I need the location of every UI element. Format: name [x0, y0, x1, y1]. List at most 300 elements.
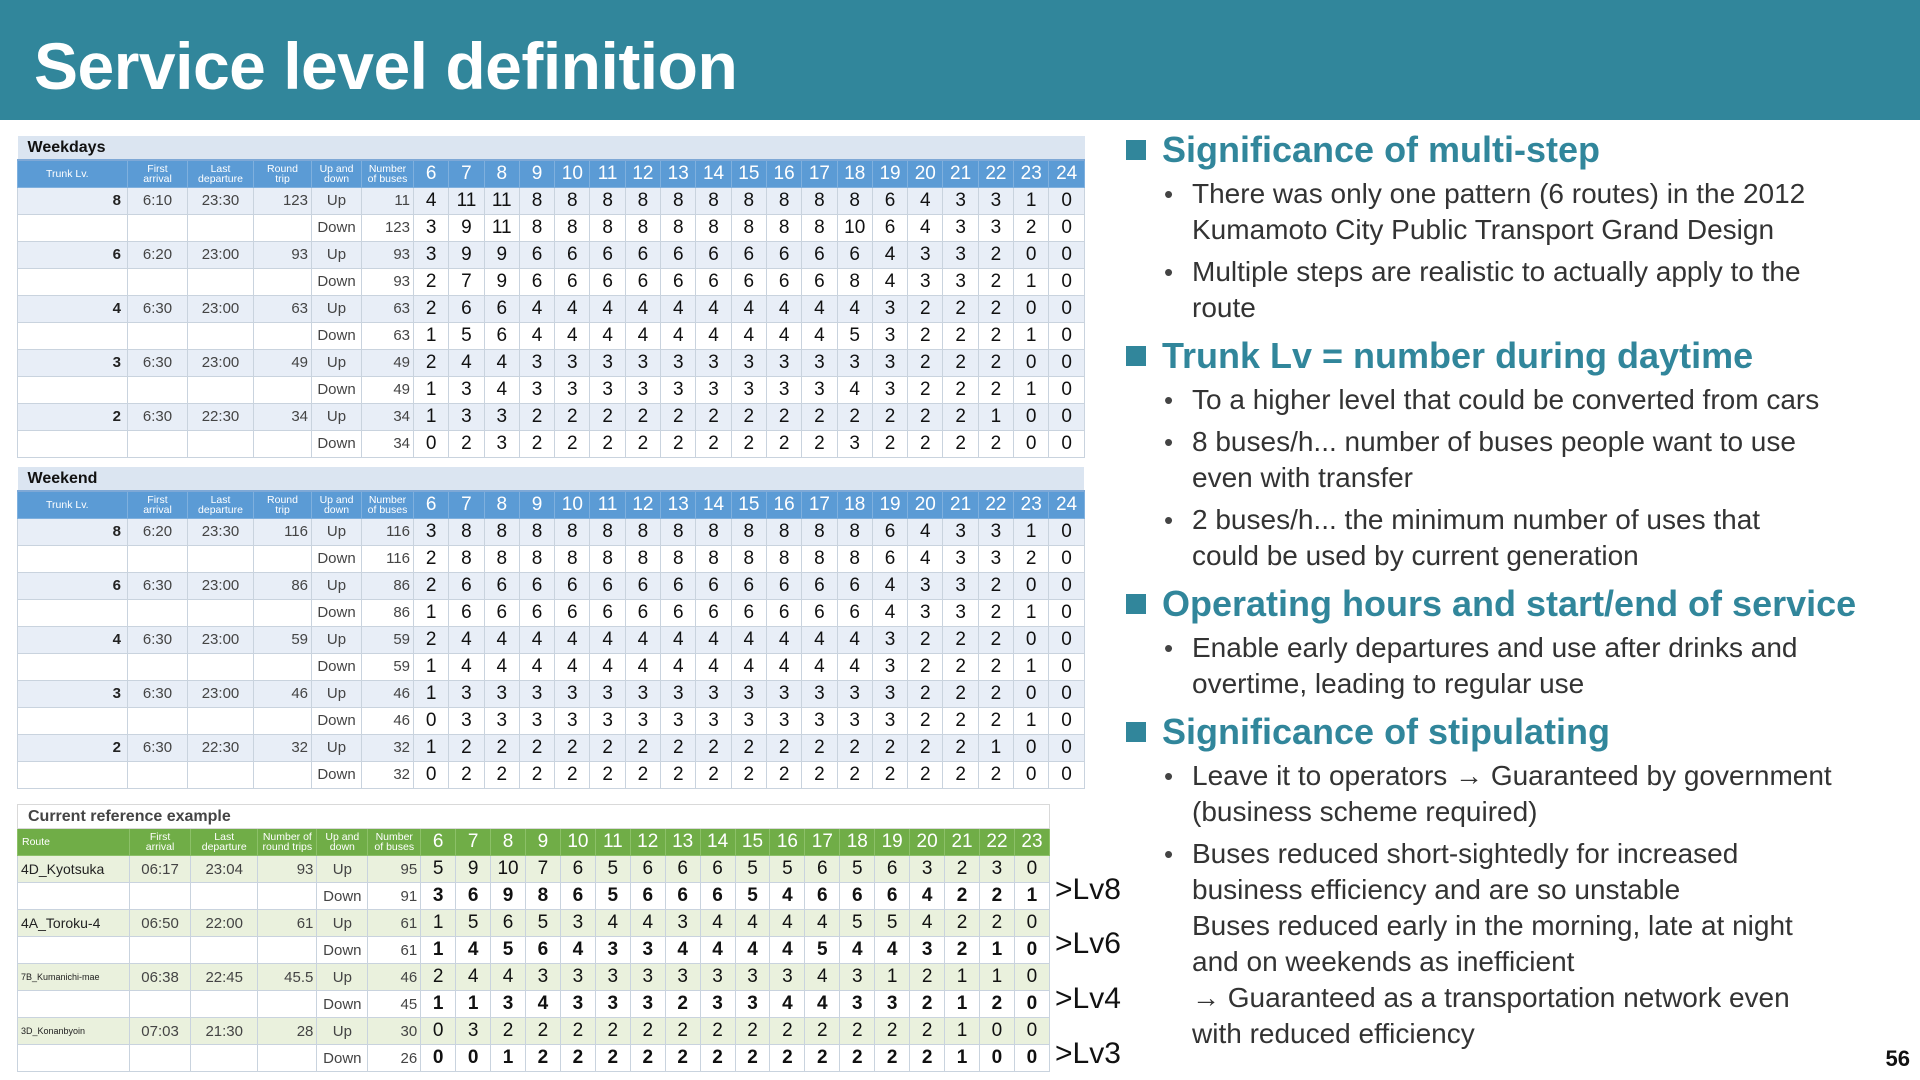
trunk-level [18, 268, 128, 295]
square-bullet-icon [1126, 140, 1146, 160]
hourly-count: 1 [945, 1045, 980, 1072]
hourly-count: 8 [590, 545, 625, 572]
hourly-count: 6 [560, 883, 595, 910]
bullet-line: Leave it to operators → Guaranteed by government [1192, 760, 1832, 791]
hourly-count: 5 [526, 910, 561, 937]
round-trip [254, 214, 312, 241]
trunk-level: 2 [18, 734, 128, 761]
table-row [18, 626, 1085, 653]
hourly-count: 0 [1049, 545, 1084, 572]
number-of-buses: 93 [362, 241, 414, 268]
hourly-count: 2 [665, 991, 700, 1018]
hourly-count: 9 [484, 268, 519, 295]
header-hour-10: 10 [560, 829, 595, 856]
hourly-count: 11 [484, 214, 519, 241]
header-hour-22: 22 [978, 491, 1013, 518]
header-hour-10: 10 [555, 160, 590, 187]
direction: Up [317, 1018, 368, 1045]
hourly-count: 5 [421, 856, 456, 883]
hourly-count: 2 [910, 991, 945, 1018]
hourly-count: 2 [735, 1045, 770, 1072]
hourly-count: 4 [910, 883, 945, 910]
level-mark-lv6: >Lv6 [1055, 927, 1121, 960]
hourly-count: 2 [449, 734, 484, 761]
round-trip: 93 [258, 856, 317, 883]
last-departure: 23:04 [191, 856, 258, 883]
hourly-count: 2 [802, 761, 837, 788]
hourly-count: 0 [1014, 734, 1049, 761]
header-hour-22: 22 [979, 829, 1014, 856]
hourly-count: 2 [1014, 545, 1049, 572]
table-row [18, 1045, 1050, 1072]
hourly-count: 1 [978, 734, 1013, 761]
hourly-count: 2 [908, 707, 943, 734]
weekend-table [17, 467, 1085, 789]
hourly-count: 6 [802, 268, 837, 295]
bullet-line: route [1192, 292, 1256, 323]
hourly-count: 1 [414, 322, 449, 349]
direction: Down [317, 883, 368, 910]
hourly-count: 2 [484, 761, 519, 788]
hourly-count: 0 [421, 1045, 456, 1072]
hourly-count: 8 [731, 545, 766, 572]
hourly-count: 2 [665, 1018, 700, 1045]
hourly-count: 8 [731, 518, 766, 545]
hourly-count: 6 [837, 572, 872, 599]
hourly-count: 3 [590, 349, 625, 376]
header-hour-21: 21 [943, 491, 978, 518]
hourly-count: 2 [943, 653, 978, 680]
trunk-level [18, 707, 128, 734]
hourly-count: 4 [837, 295, 872, 322]
header-hour-13: 13 [661, 491, 696, 518]
round-trip [258, 1045, 317, 1072]
hourly-count: 6 [665, 883, 700, 910]
last-departure [188, 653, 254, 680]
hourly-count: 3 [484, 680, 519, 707]
hourly-count: 3 [840, 991, 875, 1018]
hourly-count: 2 [978, 599, 1013, 626]
hourly-count: 3 [943, 599, 978, 626]
hourly-count: 6 [484, 322, 519, 349]
header-number-of-buses-line1: Number [375, 831, 413, 843]
header-round-trip-line2: trip [275, 172, 290, 185]
hourly-count: 4 [484, 653, 519, 680]
hourly-count: 0 [1014, 430, 1049, 457]
hourly-count: 8 [731, 187, 766, 214]
hourly-count: 3 [872, 707, 907, 734]
level-mark-lv8: >Lv8 [1055, 873, 1121, 906]
hourly-count: 6 [625, 572, 660, 599]
header-last-departure-line2: departure [198, 503, 243, 516]
header-hour-6: 6 [414, 160, 449, 187]
table-row [18, 653, 1085, 680]
hourly-count: 2 [978, 295, 1013, 322]
hourly-count: 2 [943, 403, 978, 430]
hourly-count: 5 [491, 937, 526, 964]
hourly-count: 6 [625, 599, 660, 626]
number-of-buses: 26 [368, 1045, 421, 1072]
header-hour-18: 18 [837, 160, 872, 187]
bullet-line: and on weekends as inefficient [1192, 946, 1575, 977]
hourly-count: 2 [910, 1018, 945, 1045]
table-row [18, 856, 1050, 883]
bullet-line: Kumamoto City Public Transport Grand Design [1192, 214, 1775, 245]
section-heading-text: Significance of multi-step [1162, 129, 1601, 170]
header-hour-7: 7 [449, 160, 484, 187]
hourly-count: 2 [625, 734, 660, 761]
bullet-line: Multiple steps are realistic to actually apply to the [1192, 256, 1801, 287]
number-of-buses: 59 [362, 626, 414, 653]
hourly-count: 8 [449, 545, 484, 572]
table-row [18, 518, 1085, 545]
hourly-count: 2 [661, 761, 696, 788]
hourly-count: 3 [696, 707, 731, 734]
route-name [18, 1045, 130, 1072]
header-hour-15: 15 [731, 491, 766, 518]
header-round-trip-line2: trip [275, 503, 290, 516]
hourly-count: 3 [661, 376, 696, 403]
hourly-count: 0 [1049, 214, 1085, 241]
header-up-down-line2: down [323, 503, 350, 516]
hourly-count: 3 [555, 707, 590, 734]
last-departure [191, 883, 258, 910]
hourly-count: 8 [837, 545, 872, 572]
trunk-level: 8 [18, 187, 128, 214]
hourly-count: 4 [802, 653, 837, 680]
bullet-item [1122, 836, 1892, 1052]
number-of-buses: 63 [362, 295, 414, 322]
first-arrival [128, 653, 188, 680]
hourly-count: 6 [805, 856, 840, 883]
hourly-count: 2 [449, 761, 484, 788]
hourly-count: 4 [731, 626, 766, 653]
hourly-count: 2 [943, 707, 978, 734]
table-row [18, 268, 1085, 295]
bullet-line: There was only one pattern (6 routes) in the 2012 [1192, 178, 1806, 209]
hourly-count: 2 [696, 734, 731, 761]
hourly-count: 6 [696, 599, 731, 626]
number-of-buses: 93 [362, 268, 414, 295]
hourly-count: 2 [945, 937, 980, 964]
hourly-count: 6 [526, 937, 561, 964]
section-heading [1122, 580, 1892, 628]
hourly-count: 2 [908, 626, 943, 653]
hourly-count: 2 [625, 761, 660, 788]
hourly-count: 2 [802, 734, 837, 761]
hourly-count: 4 [872, 572, 907, 599]
hourly-count: 0 [1049, 268, 1085, 295]
explanation-panel [1122, 122, 1892, 1058]
table-row [18, 964, 1050, 991]
header-round-trip-line2: round trips [262, 841, 313, 853]
hourly-count: 6 [519, 241, 554, 268]
hourly-count: 0 [1049, 403, 1085, 430]
hourly-count: 4 [802, 295, 837, 322]
hourly-count: 3 [560, 910, 595, 937]
hourly-count: 8 [484, 545, 519, 572]
hourly-count: 0 [1014, 626, 1049, 653]
last-departure [191, 1045, 258, 1072]
hourly-count: 6 [519, 599, 554, 626]
bullet-line: business efficiency and are so unstable [1192, 874, 1681, 905]
number-of-buses: 34 [362, 403, 414, 430]
hourly-count: 2 [770, 1018, 805, 1045]
hourly-count: 4 [837, 626, 872, 653]
hourly-count: 5 [840, 910, 875, 937]
header-hour-6: 6 [414, 491, 449, 518]
hourly-count: 0 [1014, 295, 1049, 322]
last-departure: 23:00 [188, 241, 254, 268]
hourly-count: 3 [665, 964, 700, 991]
round-trip: 61 [258, 910, 317, 937]
hourly-count: 5 [875, 910, 910, 937]
header-first-arrival [130, 829, 191, 856]
hourly-count: 6 [731, 599, 766, 626]
bullet-item [1122, 176, 1892, 248]
hourly-count: 4 [590, 295, 625, 322]
hourly-count: 3 [908, 241, 943, 268]
hourly-count: 3 [696, 349, 731, 376]
hourly-count: 3 [519, 680, 554, 707]
hourly-count: 6 [731, 241, 766, 268]
number-of-buses: 32 [362, 734, 414, 761]
hourly-count: 8 [766, 214, 801, 241]
hourly-count: 2 [696, 761, 731, 788]
hourly-count: 3 [526, 964, 561, 991]
hourly-count: 3 [872, 680, 907, 707]
bullet-line: 8 buses/h... number of buses people want to use [1192, 426, 1796, 457]
hourly-count: 2 [731, 761, 766, 788]
hourly-count: 8 [661, 518, 696, 545]
hourly-count: 4 [837, 376, 872, 403]
header-last-departure-line1: Last [210, 162, 231, 175]
direction: Down [317, 1045, 368, 1072]
hourly-count: 4 [872, 268, 907, 295]
hourly-count: 3 [872, 376, 907, 403]
first-arrival [128, 430, 188, 457]
last-departure [188, 599, 254, 626]
table-row [18, 883, 1050, 910]
header-number-of-buses [362, 160, 414, 187]
first-arrival [128, 707, 188, 734]
hourly-count: 4 [766, 626, 801, 653]
number-of-buses: 46 [362, 707, 414, 734]
hourly-count: 2 [805, 1018, 840, 1045]
hourly-count: 2 [908, 430, 943, 457]
bullet-dot-icon: • [1164, 505, 1174, 535]
hourly-count: 6 [696, 572, 731, 599]
hourly-count: 3 [630, 937, 665, 964]
hourly-count: 4 [696, 626, 731, 653]
bullet-line: with reduced efficiency [1192, 1018, 1475, 1049]
hourly-count: 6 [700, 883, 735, 910]
section-heading [1122, 708, 1892, 756]
hourly-count: 0 [1014, 937, 1049, 964]
bullet-dot-icon: • [1164, 761, 1174, 791]
round-trip [254, 430, 312, 457]
hourly-count: 4 [590, 626, 625, 653]
hourly-count: 6 [590, 241, 625, 268]
hourly-count: 1 [1014, 376, 1049, 403]
hourly-count: 1 [421, 937, 456, 964]
hourly-count: 3 [978, 187, 1013, 214]
hourly-count: 2 [491, 1018, 526, 1045]
header-hour-12: 12 [630, 829, 665, 856]
hourly-count: 8 [484, 518, 519, 545]
hourly-count: 3 [943, 214, 978, 241]
hourly-count: 0 [979, 1018, 1014, 1045]
number-of-buses: 46 [368, 964, 421, 991]
hourly-count: 0 [1014, 991, 1049, 1018]
table-caption: Weekend [18, 467, 1085, 491]
hourly-count: 2 [840, 1018, 875, 1045]
hourly-count: 2 [526, 1018, 561, 1045]
first-arrival: 6:30 [128, 572, 188, 599]
hourly-count: 2 [978, 653, 1013, 680]
last-departure [188, 214, 254, 241]
hourly-count: 4 [840, 937, 875, 964]
hourly-count: 4 [625, 322, 660, 349]
hourly-count: 3 [910, 937, 945, 964]
hourly-count: 2 [735, 1018, 770, 1045]
hourly-count: 2 [908, 680, 943, 707]
hourly-count: 1 [414, 680, 449, 707]
number-of-buses: 95 [368, 856, 421, 883]
hourly-count: 2 [590, 734, 625, 761]
number-of-buses: 59 [362, 653, 414, 680]
hourly-count: 1 [979, 937, 1014, 964]
hourly-count: 0 [1014, 856, 1049, 883]
hourly-count: 2 [978, 322, 1013, 349]
hourly-count: 6 [696, 268, 731, 295]
header-hour-11: 11 [590, 491, 625, 518]
hourly-count: 4 [555, 626, 590, 653]
route-name: 7B_Kumanichi-mae [18, 964, 130, 991]
hourly-count: 8 [766, 187, 801, 214]
hourly-count: 3 [908, 572, 943, 599]
hourly-count: 2 [766, 761, 801, 788]
direction: Up [317, 910, 368, 937]
hourly-count: 3 [802, 680, 837, 707]
header-hour-23: 23 [1014, 160, 1049, 187]
hourly-count: 0 [414, 430, 449, 457]
hourly-count: 10 [837, 214, 872, 241]
direction: Down [312, 545, 362, 572]
hourly-count: 2 [875, 1018, 910, 1045]
hourly-count: 6 [630, 856, 665, 883]
direction: Up [312, 572, 362, 599]
hourly-count: 6 [625, 241, 660, 268]
header-first-arrival [128, 491, 188, 518]
header-number-of-buses-line2: of buses [367, 172, 408, 185]
round-trip [258, 937, 317, 964]
hourly-count: 4 [770, 910, 805, 937]
header-hour-8: 8 [484, 491, 519, 518]
hourly-count: 3 [449, 403, 484, 430]
trunk-level: 4 [18, 295, 128, 322]
direction: Down [312, 653, 362, 680]
hourly-count: 3 [696, 680, 731, 707]
hourly-count: 2 [908, 349, 943, 376]
hourly-count: 2 [555, 761, 590, 788]
header-last-departure-line2: departure [198, 172, 243, 185]
hourly-count: 5 [840, 856, 875, 883]
hourly-count: 1 [1014, 187, 1049, 214]
first-arrival: 6:30 [128, 349, 188, 376]
hourly-count: 2 [943, 734, 978, 761]
hourly-count: 3 [908, 268, 943, 295]
hourly-count: 0 [1049, 761, 1084, 788]
round-trip [254, 376, 312, 403]
hourly-count: 5 [735, 883, 770, 910]
hourly-count: 4 [770, 883, 805, 910]
hourly-count: 8 [625, 545, 660, 572]
hourly-count: 2 [908, 376, 943, 403]
header-round-trip-line1: Round [267, 493, 298, 506]
number-of-buses: 91 [368, 883, 421, 910]
header-hour-15: 15 [735, 829, 770, 856]
hourly-count: 0 [1014, 910, 1049, 937]
hourly-count: 3 [414, 241, 449, 268]
hourly-count: 3 [766, 376, 801, 403]
header-hour-15: 15 [731, 160, 766, 187]
hourly-count: 6 [449, 295, 484, 322]
first-arrival: 6:30 [128, 403, 188, 430]
hourly-count: 8 [661, 545, 696, 572]
header-last-departure [191, 829, 258, 856]
hourly-count: 4 [731, 653, 766, 680]
hourly-count: 2 [560, 1018, 595, 1045]
header-up-down-line2: down [329, 841, 355, 853]
hourly-count: 3 [625, 349, 660, 376]
hourly-count: 2 [661, 430, 696, 457]
header-number-of-buses-line2: of buses [374, 841, 415, 853]
hourly-count: 3 [735, 964, 770, 991]
first-arrival: 07:03 [130, 1018, 191, 1045]
bullet-dot-icon: • [1164, 427, 1174, 457]
direction: Up [312, 518, 362, 545]
last-departure [188, 430, 254, 457]
table-row [18, 187, 1085, 214]
hourly-count: 3 [449, 376, 484, 403]
hourly-count: 6 [731, 268, 766, 295]
hourly-count: 2 [908, 653, 943, 680]
hourly-count: 4 [555, 295, 590, 322]
hourly-count: 5 [456, 910, 491, 937]
last-departure: 22:30 [188, 734, 254, 761]
header-hour-18: 18 [840, 829, 875, 856]
trunk-level: 6 [18, 572, 128, 599]
hourly-count: 2 [595, 1018, 630, 1045]
hourly-count: 2 [414, 295, 449, 322]
header-hour-24: 24 [1049, 491, 1084, 518]
header-first-arrival-line2: arrival [143, 503, 172, 516]
table-row [18, 761, 1085, 788]
hourly-count: 2 [526, 1045, 561, 1072]
round-trip: 86 [254, 572, 312, 599]
direction: Up [312, 626, 362, 653]
header-up-down-line1: Up and [325, 831, 360, 843]
table-row [18, 599, 1085, 626]
first-arrival: 6:20 [128, 518, 188, 545]
direction: Down [312, 430, 362, 457]
round-trip [254, 761, 312, 788]
header-round-trip [258, 829, 317, 856]
hourly-count: 2 [943, 349, 978, 376]
first-arrival [128, 545, 188, 572]
last-departure [188, 376, 254, 403]
